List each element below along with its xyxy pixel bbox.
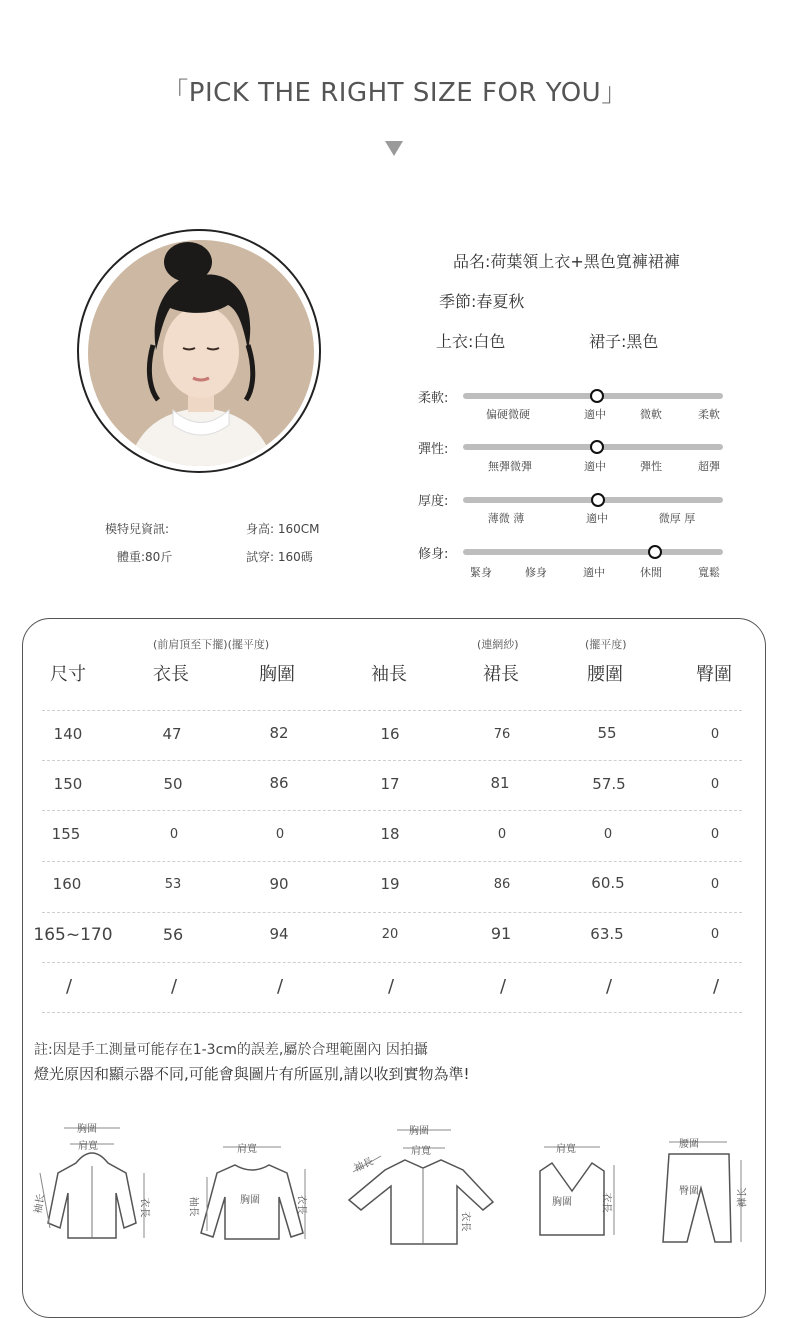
cell-waist: 63.5 bbox=[590, 925, 624, 943]
cell-size: 140 bbox=[53, 725, 83, 743]
scale-option: 適中 bbox=[586, 512, 608, 525]
cell-length: 53 bbox=[164, 877, 182, 892]
label-bust: 胸圍 bbox=[77, 1124, 97, 1135]
row-divider bbox=[42, 1012, 742, 1013]
header-note-waist: (擺平度) bbox=[585, 638, 627, 651]
label-shoulder: 肩寬 bbox=[78, 1141, 98, 1152]
product-name: 品名:荷葉領上衣+黑色寬褲裙褲 bbox=[453, 252, 680, 271]
measurement-note-line2: 燈光原因和顯示器不同,可能會與圖片有所區別,請以收到實物為準! bbox=[34, 1065, 470, 1083]
label-shoulder: 肩寬 bbox=[237, 1144, 257, 1155]
cell-bust: 94 bbox=[269, 925, 289, 943]
label-length: 衣長 bbox=[459, 1211, 471, 1232]
header-size: 尺寸 bbox=[50, 664, 86, 685]
cell-size: / bbox=[65, 976, 73, 997]
cell-waist: / bbox=[605, 976, 613, 997]
jacket-diagram bbox=[28, 1118, 158, 1248]
cell-skirt-length: / bbox=[499, 976, 507, 997]
scale-label: 修身: bbox=[418, 547, 449, 562]
model-weight: 體重:80斤 bbox=[117, 550, 173, 564]
product-season: 季節:春夏秋 bbox=[439, 292, 525, 311]
scale-option: 柔軟 bbox=[698, 408, 720, 421]
label-waist: 腰圍 bbox=[679, 1139, 699, 1150]
scale-option: 適中 bbox=[584, 408, 606, 421]
label-sleeve: 袖長 bbox=[187, 1196, 199, 1217]
cell-hip: 0 bbox=[710, 727, 720, 742]
cell-bust: 82 bbox=[269, 724, 289, 742]
cell-hip: 0 bbox=[710, 777, 720, 792]
cell-waist: 57.5 bbox=[592, 775, 626, 793]
cell-size: 155 bbox=[51, 825, 81, 843]
scale-option: 薄微 薄 bbox=[487, 512, 525, 525]
pants-diagram bbox=[655, 1130, 760, 1250]
scale-marker bbox=[590, 389, 604, 403]
header-length: 衣長 bbox=[153, 664, 189, 685]
skirt-color: 裙子:黑色 bbox=[589, 332, 659, 351]
cell-length: / bbox=[170, 976, 178, 997]
measurement-note-line1: 註:因是手工測量可能存在1-3cm的誤差,屬於合理範圍內 因拍攝 bbox=[34, 1042, 428, 1058]
scale-option: 寬鬆 bbox=[698, 566, 720, 579]
label-hip: 臀圍 bbox=[679, 1186, 699, 1197]
label-shoulder: 肩寬 bbox=[556, 1144, 576, 1155]
scale-label: 柔軟: bbox=[418, 391, 449, 406]
scale-option: 休閒 bbox=[640, 566, 662, 579]
model-height: 身高: 160CM bbox=[246, 522, 320, 536]
cell-hip: 0 bbox=[710, 877, 720, 892]
scale-option: 修身 bbox=[525, 566, 547, 579]
scale-marker bbox=[648, 545, 662, 559]
row-divider bbox=[42, 962, 742, 963]
cell-skirt-length: 86 bbox=[493, 877, 511, 892]
cell-skirt-length: 81 bbox=[490, 774, 510, 792]
scale-option: 微厚 厚 bbox=[658, 512, 696, 525]
scale-option: 偏硬微硬 bbox=[486, 408, 530, 421]
row-divider bbox=[42, 861, 742, 862]
cell-size: 150 bbox=[53, 775, 83, 793]
cell-bust: 90 bbox=[269, 875, 289, 893]
cell-skirt-length: 76 bbox=[493, 727, 511, 742]
cell-sleeve: 20 bbox=[381, 927, 399, 942]
header-hip: 臀圍 bbox=[696, 664, 732, 685]
cell-skirt-length: 91 bbox=[490, 924, 512, 943]
cell-bust: 0 bbox=[275, 827, 285, 842]
header-waist: 腰圍 bbox=[587, 664, 623, 685]
scale-option: 彈性 bbox=[640, 460, 662, 473]
scale-option: 無彈微彈 bbox=[488, 460, 532, 473]
model-info-label: 模特兒資訊: bbox=[105, 522, 170, 536]
label-bust: 胸圍 bbox=[552, 1197, 572, 1208]
page-headline: 「PICK THE RIGHT SIZE FOR YOU」 bbox=[162, 78, 628, 108]
label-sleeve: 袖长 bbox=[32, 1193, 48, 1215]
header-note-length-bust: (前肩頂至下擺)(擺平度) bbox=[153, 638, 270, 651]
cell-hip: / bbox=[712, 976, 720, 997]
cell-waist: 60.5 bbox=[591, 874, 625, 892]
cell-bust: / bbox=[276, 976, 284, 997]
cell-length: 47 bbox=[162, 725, 182, 743]
row-divider bbox=[42, 760, 742, 761]
label-shoulder: 肩寬 bbox=[411, 1146, 431, 1157]
scale-option: 適中 bbox=[583, 566, 605, 579]
cell-bust: 86 bbox=[269, 774, 289, 792]
cell-length: 56 bbox=[162, 925, 184, 944]
cell-skirt-length: 0 bbox=[497, 827, 507, 842]
label-length: 衣長 bbox=[600, 1192, 612, 1213]
label-length: 衣長 bbox=[295, 1194, 307, 1215]
cell-length: 0 bbox=[169, 827, 179, 842]
model-photo bbox=[88, 240, 314, 466]
cell-sleeve: / bbox=[387, 976, 395, 997]
label-bust: 胸圍 bbox=[409, 1126, 429, 1137]
scale-marker bbox=[591, 493, 605, 507]
cell-hip: 0 bbox=[710, 927, 720, 942]
label-length: 衣長 bbox=[138, 1197, 150, 1218]
cell-sleeve: 16 bbox=[380, 725, 400, 743]
model-try-on-size: 試穿: 160碼 bbox=[246, 550, 313, 564]
scale-marker bbox=[590, 440, 604, 454]
vest-diagram bbox=[528, 1135, 628, 1250]
scale-label: 彈性: bbox=[418, 442, 449, 457]
cell-waist: 0 bbox=[603, 827, 613, 842]
cell-sleeve: 18 bbox=[380, 825, 400, 843]
cell-sleeve: 19 bbox=[380, 875, 400, 893]
sweater-diagram bbox=[185, 1135, 320, 1250]
label-bust: 胸圍 bbox=[240, 1195, 260, 1206]
cell-sleeve: 17 bbox=[380, 775, 400, 793]
row-divider bbox=[42, 810, 742, 811]
header-note-skirt: (連網紗) bbox=[477, 638, 519, 651]
scale-option: 微軟 bbox=[640, 408, 662, 421]
header-skirt-length: 裙長 bbox=[483, 664, 519, 685]
top-color: 上衣:白色 bbox=[436, 332, 506, 351]
scale-option: 超彈 bbox=[698, 460, 720, 473]
header-sleeve: 袖長 bbox=[371, 664, 407, 685]
scale-option: 適中 bbox=[584, 460, 606, 473]
cell-length: 50 bbox=[163, 775, 183, 793]
cell-hip: 0 bbox=[710, 827, 720, 842]
scale-label: 厚度: bbox=[418, 494, 449, 509]
label-sleeve: 袖長 bbox=[352, 1156, 376, 1175]
scale-option: 緊身 bbox=[470, 566, 492, 579]
shirt-diagram bbox=[345, 1120, 495, 1250]
scale-track bbox=[463, 549, 723, 555]
down-arrow-icon bbox=[385, 141, 403, 156]
header-bust: 胸圍 bbox=[259, 664, 295, 685]
cell-waist: 55 bbox=[597, 724, 617, 742]
cell-size: 160 bbox=[52, 875, 82, 893]
row-divider bbox=[42, 710, 742, 711]
label-length: 褲长 bbox=[737, 1187, 749, 1208]
cell-size: 165~170 bbox=[33, 925, 113, 945]
row-divider bbox=[42, 912, 742, 913]
